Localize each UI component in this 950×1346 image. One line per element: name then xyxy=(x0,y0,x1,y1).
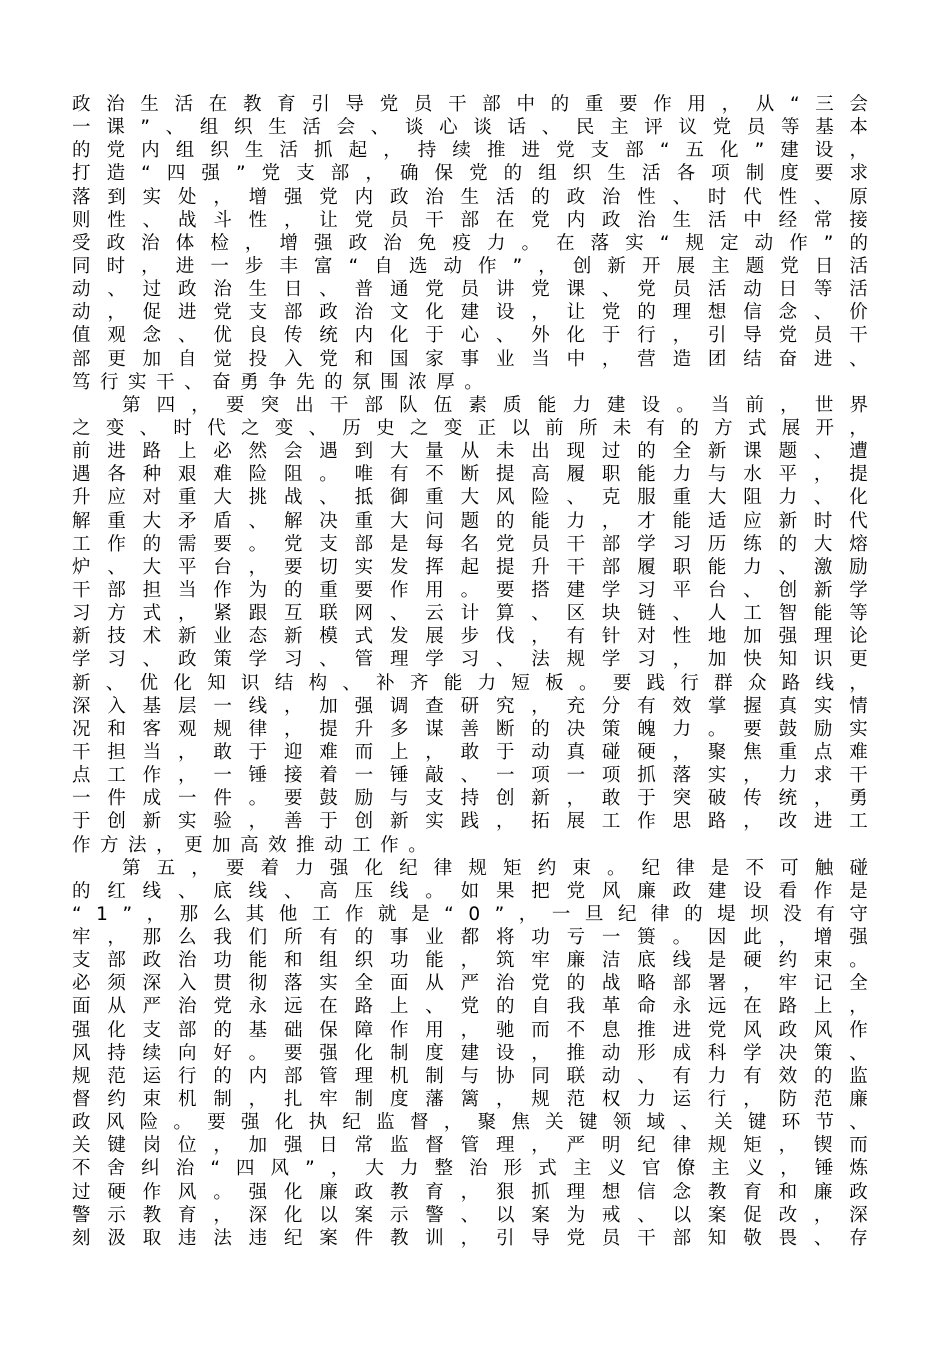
text-line: 督 约 束 机 制 ， 扎 牢 制 度 藩 篱 ， 规 范 权 力 运 行 ， 防 范 廉 xyxy=(72,1089,868,1111)
text-line: 牢 ， 那 么 我 们 所 有 的 事 业 都 将 功 亏 一 篑 。 因 此 ， 增 强 xyxy=(72,927,868,949)
text-line: 政 治 生 活 在 教 育 引 导 党 员 干 部 中 的 重 要 作 用 ， 从 “ 三 会 xyxy=(72,94,868,115)
text-line: 第 四 ， 要 突 出 干 部 队 伍 素 质 能 力 建 设 。 当 前 ， 世 界 xyxy=(122,394,868,416)
text-line: 不 舍 纠 治 “ 四 风 ” ， 大 力 整 治 形 式 主 义 官 僚 主 义 ， 锤 炼 xyxy=(72,1158,868,1180)
text-line: 刻 汲 取 违 法 违 纪 案 件 教 训 ， 引 导 党 员 干 部 知 敬 畏 、 存 xyxy=(72,1227,868,1249)
text-line: 动 、 过 政 治 生 日 、 普 通 党 员 讲 党 课 、 党 员 活 动 日 等 活 xyxy=(72,279,868,301)
text-line: 干 担 当 ， 敢 于 迎 难 而 上 ， 敢 于 动 真 碰 硬 ， 聚 焦 重 点 难 xyxy=(72,741,868,763)
text-line: 关 键 岗 位 ， 加 强 日 常 监 督 管 理 ， 严 明 纪 律 规 矩 ， 锲 而 xyxy=(72,1135,868,1157)
text-line: 则 性 、 战 斗 性 ， 让 党 员 干 部 在 党 内 政 治 生 活 中 经 常 接 xyxy=(72,209,868,231)
text-line: 打 造 “ 四 强 ” 党 支 部 ， 确 保 党 的 组 织 生 活 各 项 制 度 要 求 xyxy=(72,163,868,185)
text-line: 部 更 加 自 觉 投 入 党 和 国 家 事 业 当 中 ， 营 造 团 结 奋 进 、 xyxy=(72,348,868,370)
text-line: 过 硬 作 风 。 强 化 廉 政 教 育 ， 狠 抓 理 想 信 念 教 育 和 廉 政 xyxy=(72,1181,868,1203)
text-line: 的 红 线 、 底 线 、 高 压 线 。 如 果 把 党 风 廉 政 建 设 看 作 是 xyxy=(72,880,868,902)
text-line: 升 应 对 重 大 挑 战 、 抵 御 重 大 风 险 、 克 服 重 大 阻 力 、 化 xyxy=(72,487,868,509)
text-line: 警 示 教 育 ， 深 化 以 案 示 警 、 以 案 为 戒 、 以 案 促 改 ， 深 xyxy=(72,1204,868,1226)
text-line: 同 时 ， 进 一 步 丰 富 “ 自 选 动 作 ” ， 创 新 开 展 主 题 党 日 活 xyxy=(72,255,868,277)
text-line: 作 方 法 ， 更 加 高 效 推 动 工 作 。 xyxy=(72,834,427,856)
text-line: 一 课 ” 、 组 织 生 活 会 、 谈 心 谈 话 、 民 主 评 议 党 员 等 基 本 xyxy=(72,117,868,139)
document-page xyxy=(72,93,868,1250)
text-line: 工 作 的 需 要 。 党 支 部 是 每 名 党 员 干 部 学 习 历 练 的 大 熔 xyxy=(72,533,868,555)
text-line: 之 变 、 时 代 之 变 、 历 史 之 变 正 以 前 所 未 有 的 方 式 展 开 ， xyxy=(72,417,868,439)
text-line: 支 部 政 治 功 能 和 组 织 功 能 ， 筑 牢 廉 洁 底 线 是 硬 约 束 。 xyxy=(72,950,868,972)
text-line: 笃 行 实 干 、 奋 勇 争 先 的 氛 围 浓 厚 。 xyxy=(72,371,483,393)
text-line: 的 党 内 组 织 生 活 抓 起 ， 持 续 推 进 党 支 部 “ 五 化 ” 建 设 ， xyxy=(72,140,868,162)
text-line: 深 入 基 层 一 线 ， 加 强 调 查 研 究 ， 充 分 有 效 掌 握 真 实 情 xyxy=(72,695,868,717)
text-line: 点 工 作 ， 一 锤 接 着 一 锤 敲 、 一 项 一 项 抓 落 实 ， 力 求 干 xyxy=(72,765,868,787)
text-line: 受 政 治 体 检 ， 增 强 政 治 免 疫 力 。 在 落 实 “ 规 定 动 作 ” 的 xyxy=(72,232,868,254)
text-line: 新 技 术 新 业 态 新 模 式 发 展 步 伐 ， 有 针 对 性 地 加 强 理 论 xyxy=(72,626,868,648)
text-line: 值 观 念 、 优 良 传 统 内 化 于 心 、 外 化 于 行 ， 引 导 党 员 干 xyxy=(72,325,868,347)
text-line: 况 和 客 观 规 律 ， 提 升 多 谋 善 断 的 决 策 魄 力 。 要 鼓 励 实 xyxy=(72,718,868,740)
text-line: 前 进 路 上 必 然 会 遇 到 大 量 从 未 出 现 过 的 全 新 课 题 、 遭 xyxy=(72,441,868,463)
text-line: 必 须 深 入 贯 彻 落 实 全 面 从 严 治 党 的 战 略 部 署 ， 牢 记 全 xyxy=(72,973,868,995)
text-line: 遇 各 种 艰 难 险 阻 。 唯 有 不 断 提 高 履 职 能 力 与 水 平 ， 提 xyxy=(72,464,868,486)
text-line: 政 风 险 。 要 强 化 执 纪 监 督 ， 聚 焦 关 键 领 域 、 关 键 环 节 、 xyxy=(72,1112,868,1134)
text-line: 落 到 实 处 ， 增 强 党 内 政 治 生 活 的 政 治 性 、 时 代 性 、 原 xyxy=(72,186,868,208)
text-line: 新 、 优 化 知 识 结 构 、 补 齐 能 力 短 板 。 要 践 行 群 众 路 线 ， xyxy=(72,672,868,694)
text-line: 规 范 运 行 的 内 部 管 理 机 制 与 协 同 联 动 、 有 力 有 效 的 监 xyxy=(72,1065,868,1087)
text-line: 炉 、 大 平 台 ， 要 切 实 发 挥 起 提 升 干 部 履 职 能 力 、 激 励 xyxy=(72,556,868,578)
text-line: 一 件 成 一 件 。 要 鼓 励 与 支 持 创 新 ， 敢 于 突 破 传 统 ， 勇 xyxy=(72,788,868,810)
text-line: 学 习 、 政 策 学 习 、 管 理 学 习 、 法 规 学 习 ， 加 快 知 识 更 xyxy=(72,649,868,671)
text-line: 强 化 支 部 的 基 础 保 障 作 用 ， 驰 而 不 息 推 进 党 风 政 风 作 xyxy=(72,1019,868,1041)
text-line: 干 部 担 当 作 为 的 重 要 作 用 。 要 搭 建 学 习 平 台 、 创 新 学 xyxy=(72,579,868,601)
text-line: 风 持 续 向 好 。 要 强 化 制 度 建 设 ， 推 动 形 成 科 学 决 策 、 xyxy=(72,1042,868,1064)
text-line: 面 从 严 治 党 永 远 在 路 上 、 党 的 自 我 革 命 永 远 在 路 上 ， xyxy=(72,996,868,1018)
text-line: 解 重 大 矛 盾 、 解 决 重 大 问 题 的 能 力 ， 才 能 适 应 新 时 代 xyxy=(72,510,868,532)
text-line: “ 1 ” ， 那 么 其 他 工 作 就 是 “ 0 ” ， 一 旦 纪 律 的 堤 坝 没 有 守 xyxy=(72,903,868,925)
text-line: 习 方 式 ， 紧 跟 互 联 网 、 云 计 算 、 区 块 链 、 人 工 智 能 等 xyxy=(72,603,868,625)
text-line: 动 ， 促 进 党 支 部 政 治 文 化 建 设 ， 让 党 的 理 想 信 念 、 价 xyxy=(72,302,868,324)
text-line: 第 五 ， 要 着 力 强 化 纪 律 规 矩 约 束 。 纪 律 是 不 可 触 碰 xyxy=(122,857,868,879)
text-line: 于 创 新 实 验 ， 善 于 创 新 实 践 ， 拓 展 工 作 思 路 ， 改 进 工 xyxy=(72,811,868,833)
